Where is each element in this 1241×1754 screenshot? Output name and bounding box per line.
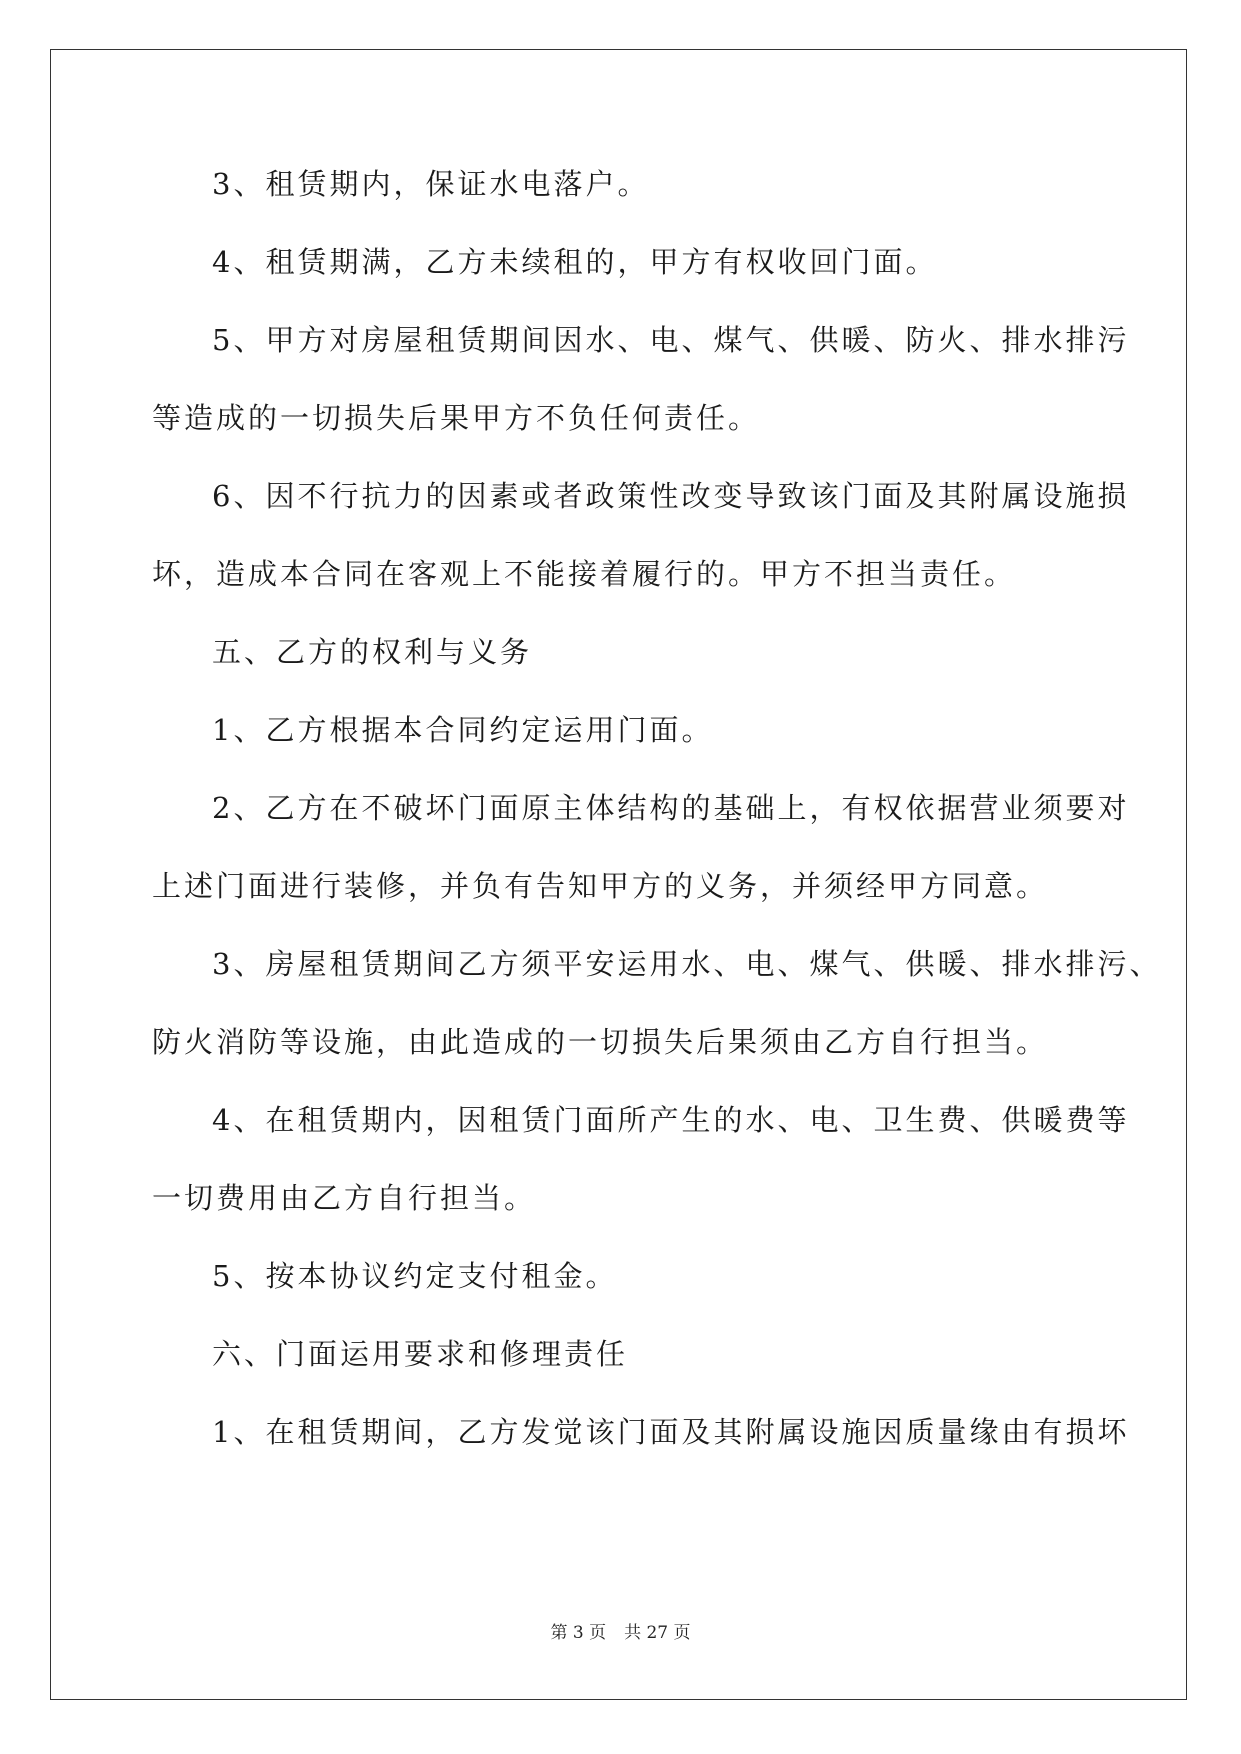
paragraph-line: 防火消防等设施，由此造成的一切损失后果须由乙方自行担当。	[152, 1025, 1049, 1059]
section-heading: 六、门面运用要求和修理责任	[212, 1337, 629, 1371]
section-heading: 五、乙方的权利与义务	[212, 635, 533, 669]
paragraph-line: 等造成的一切损失后果甲方不负任何责任。	[152, 401, 761, 435]
paragraph-line: 一切费用由乙方自行担当。	[152, 1181, 537, 1215]
page-total: 共 27 页	[624, 1623, 691, 1643]
paragraph-line: 5、按本协议约定支付租金。	[212, 1259, 618, 1293]
paragraph-line: 1、在租赁期间，乙方发觉该门面及其附属设施因质量缘由有损坏	[212, 1415, 1130, 1449]
page-footer	[0, 1618, 1241, 1643]
paragraph-line: 4、在租赁期内，因租赁门面所产生的水、电、卫生费、供暖费等	[212, 1103, 1130, 1137]
paragraph-line: 5、甲方对房屋租赁期间因水、电、煤气、供暖、防火、排水排污	[212, 323, 1130, 357]
paragraph-line: 1、乙方根据本合同约定运用门面。	[212, 713, 714, 747]
document-body	[152, 166, 1162, 1492]
paragraph-line: 3、租赁期内，保证水电落户。	[212, 167, 650, 201]
page-number: 第 3 页	[550, 1623, 607, 1643]
paragraph-line: 上述门面进行装修，并负有告知甲方的义务，并须经甲方同意。	[152, 869, 1049, 903]
paragraph-line: 坏，造成本合同在客观上不能接着履行的。甲方不担当责任。	[152, 557, 1017, 591]
paragraph-line: 4、租赁期满，乙方未续租的，甲方有权收回门面。	[212, 245, 938, 279]
paragraph-line: 6、因不行抗力的因素或者政策性改变导致该门面及其附属设施损	[212, 479, 1130, 513]
paragraph-line: 2、乙方在不破坏门面原主体结构的基础上，有权依据营业须要对	[212, 791, 1130, 825]
paragraph-line: 3、房屋租赁期间乙方须平安运用水、电、煤气、供暖、排水排污、	[212, 947, 1162, 981]
